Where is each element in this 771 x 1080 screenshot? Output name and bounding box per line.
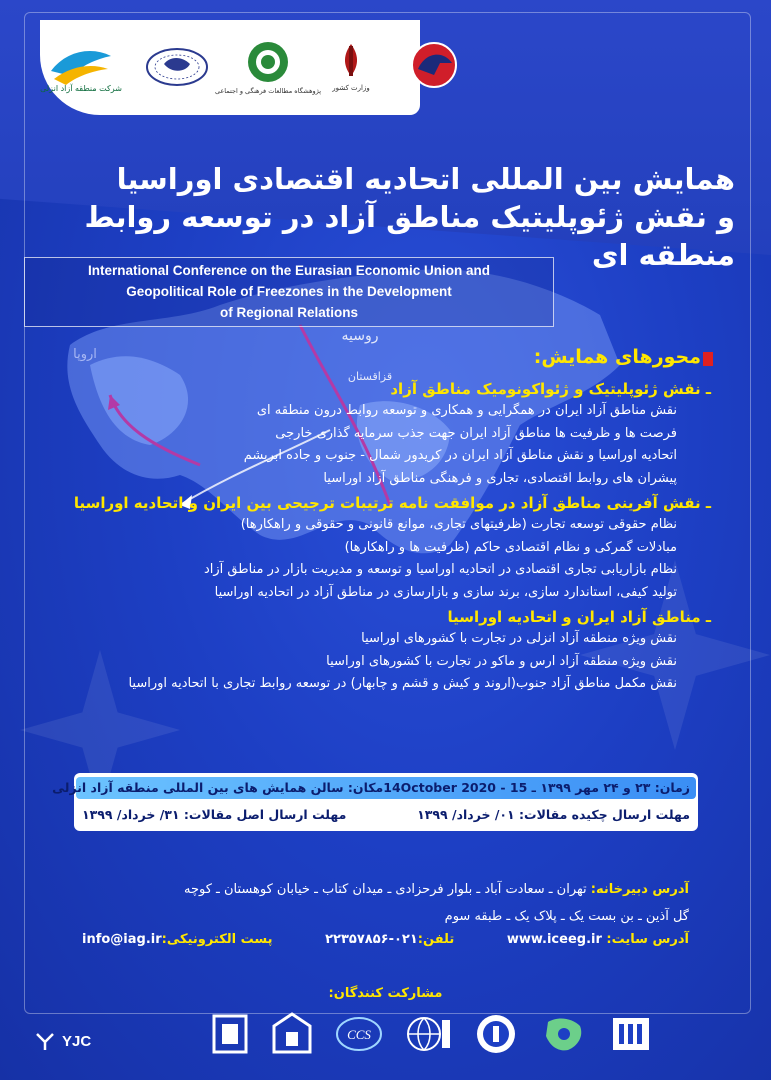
svg-text:شرکت منطقه آزاد انزلی: شرکت منطقه آزاد انزلی [40, 84, 122, 93]
axes-heading: محورهای همایش: [533, 346, 701, 368]
email-label: پست الکترونیکی: [161, 932, 273, 947]
topic-item: مبادلات گمرکی و نظام اقتصادی حاکم (ظرفیت ها و راهکارها) [344, 539, 677, 555]
participant-logos [210, 1012, 652, 1056]
ministry-science-logo [214, 38, 322, 96]
svg-text:پژوهشگاه مطالعات فرهنگی و اجتم: پژوهشگاه مطالعات فرهنگی و اجتماعی [214, 87, 322, 95]
conference-topics [71, 378, 711, 698]
paper-deadline: مهلت ارسال اصل مقالات: ۳۱/ خرداد/ ۱۳۹۹ [82, 807, 347, 822]
institute-logo-icon [610, 1012, 652, 1056]
wave-logo-icon [40, 41, 122, 93]
topic-item: پیشران های روابط اقتصادی، تجاری و فرهنگی مناطق آزاد اوراسیا [323, 470, 677, 486]
english-title-line-2: Geopolitical Role of Freezones in the Development [126, 284, 452, 299]
globe-institute-logo-icon [406, 1012, 452, 1056]
topic-item: نقش مکمل مناطق آزاد جنوب(اروند و کیش و قشم و چابهار) در توسعه روابط تجاری با اتحادیه اوراسیا [128, 676, 677, 691]
svg-text:CCS: CCS [347, 1027, 371, 1042]
persian-title-line-1: همایش بین المللی اتحادیه اقتصادی اوراسیا [116, 162, 735, 196]
iran-map-logo-icon [540, 1012, 588, 1056]
topic-section: ـ نقش آفرینی مناطق آزاد در موافقت نامه ترتیبات ترجیحی بین ایران و اتحادیه اوراسیا نظام حقوقی توسعه تجارت (ظرفیتهای تجاری، موانع قانونی و حقوقی و راهکارها) مبادلات گمرکی و نظام اقتصادی حاکم (ظرفیت ها و راهکارها) نظام بازاریابی تجاری اقتصادی در اتحادیه اوراسیا و توسعه و مدیریت بازار در مناطق آزاد تولید کیفی، استاندارد سازی، برند سازی و بازارسازی در مناطق آزاد در اتحادیه اوراسیا [71, 492, 711, 604]
site-link[interactable]: www.iceeg.ir [506, 932, 602, 947]
iranian-geopolitics-association-logo [142, 42, 212, 92]
iran-emblem-logo [324, 38, 378, 96]
english-title-box [24, 257, 554, 327]
map-label-europe: اروپا [73, 347, 97, 362]
address-line-2: گل آذین ـ بن بست یک ـ پلاک یک ـ طبقه سوم [444, 909, 689, 924]
topic-section: ـ مناطق آزاد ایران و اتحادیه اوراسیا نقش ویژه منطقه آزاد انزلی در تجارت با کشورهای اوراسیا نقش ویژه منطقه آزاد ارس و ماکو در تجارت با کشورهای اوراسیا نقش مکمل مناطق آزاد جنوب(اروند و کیش و قشم و چابهار) در توسعه روابط تجاری با اتحادیه اوراسیا [71, 606, 711, 696]
sponsor-logos-top [40, 38, 464, 96]
topic-section-title: مناطق آزاد ایران و اتحادیه اوراسیا [447, 608, 701, 626]
topic-section: ـ نقش ژئوپلیتیک و ژئواکونومیک مناطق آزاد نقش مناطق آزاد ایران در همگرایی و همکاری و توسعه روابط درون منطقه ای فرصت ها و ظرفیت ها مناطق آزاد ایران جهت جذب سرمایه گذاری خارجی اتحادیه اوراسیا و نقش مناطق آزاد ایران در کریدور شمال - جنوب و جاده ابریشم پیشران های روابط اقتصادی، تجاری و فرهنگی مناطق آزاد اوراسیا [71, 378, 711, 490]
phone-label: تلفن: [417, 932, 455, 947]
topic-item: تولید کیفی، استاندارد سازی، برند سازی و بازارسازی در مناطق آزاد در اتحادیه اوراسیا [214, 584, 677, 600]
heading-marker [703, 352, 713, 366]
free-zones-council-logo [40, 41, 122, 93]
map-label-russia: روسیه [341, 328, 379, 344]
address-line-1: تهران ـ سعادت آباد ـ بلوار فرحزادی ـ میدان کتاب ـ خیابان کوهستان ـ کوچه [184, 882, 587, 897]
topic-item: نظام بازاریابی تجاری اقتصادی در اتحادیه اوراسیا و توسعه و مدیریت بازار در مناطق آزاد [203, 562, 677, 577]
secretariat-address [49, 876, 689, 930]
topic-item: نقش ویژه منطقه آزاد ارس و ماکو در تجارت با کشورهای اوراسیا [326, 653, 677, 669]
topic-item: اتحادیه اوراسیا و نقش مناطق آزاد ایران در کریدور شمال - جنوب و جاده ابریشم [243, 448, 677, 463]
conference-logo-icon [404, 39, 464, 95]
abstract-deadline: مهلت ارسال چکیده مقالات: ۰۱/ خرداد/ ۱۳۹۹ [417, 807, 690, 822]
university-logo-1-icon [210, 1012, 250, 1056]
topic-item: نظام حقوقی توسعه تجارت (ظرفیتهای تجاری، موانع قانونی و حقوقی و راهکارها) [240, 517, 677, 532]
site-label: آدرس سایت: [606, 932, 689, 947]
topic-item: نقش مناطق آزاد ایران در همگرایی و همکاری و توسعه روابط درون منطقه ای [256, 403, 677, 418]
ccs-logo-icon [334, 1012, 384, 1056]
topic-section-title: نقش ژئوپلیتیک و ژئواکونومیک مناطق آزاد [390, 380, 701, 398]
topic-item: فرصت ها و ظرفیت ها مناطق آزاد ایران جهت جذب سرمایه گذاری خارجی [275, 425, 677, 441]
contact-info [82, 932, 689, 947]
topic-section-title: نقش آفرینی مناطق آزاد در موافقت نامه ترتیبات ترجیحی بین ایران و اتحادیه اوراسیا [73, 494, 701, 512]
participants-label: مشارکت کنندگان: [328, 986, 443, 1001]
yjc-watermark [34, 1030, 91, 1052]
date-venue-box [52, 773, 698, 831]
event-time: زمان: ۲۳ و ۲۴ مهر ۱۳۹۹ ـ 15 - 14October 2020 [383, 780, 690, 795]
rosette-logo-icon [214, 38, 322, 96]
tehran-university-logo-icon [474, 1012, 518, 1056]
globe-logo-icon [142, 42, 212, 92]
phone-number: ۰۲۱-۲۲۳۵۷۸۵۶ [325, 932, 418, 947]
map-label-kazakhstan: قزاقستان [347, 370, 393, 383]
conference-logo [404, 39, 464, 95]
university-logo-2-icon [272, 1012, 312, 1056]
topic-item: نقش ویژه منطقه آزاد انزلی در تجارت با کشورهای اوراسیا [361, 631, 677, 646]
yjc-logo-icon [34, 1030, 56, 1052]
event-place: مکان: سالن همایش های بین المللی منطقه آزاد انزلی [52, 780, 384, 795]
english-title-line-1: International Conference on the Eurasian Economic Union and [87, 263, 491, 278]
yjc-text: YJC [62, 1032, 92, 1050]
address-label: آدرس دبیرخانه: [590, 882, 689, 897]
english-title-line-3: of Regional Relations [219, 305, 358, 320]
emblem-logo-icon [324, 38, 378, 96]
persian-title-line-2: و نقش ژئوپلیتیک مناطق آزاد در توسعه روابط منطقه ای [84, 200, 735, 272]
svg-text:وزارت کشور: وزارت کشور [332, 84, 370, 92]
email-link[interactable]: info@iag.ir [82, 932, 162, 947]
